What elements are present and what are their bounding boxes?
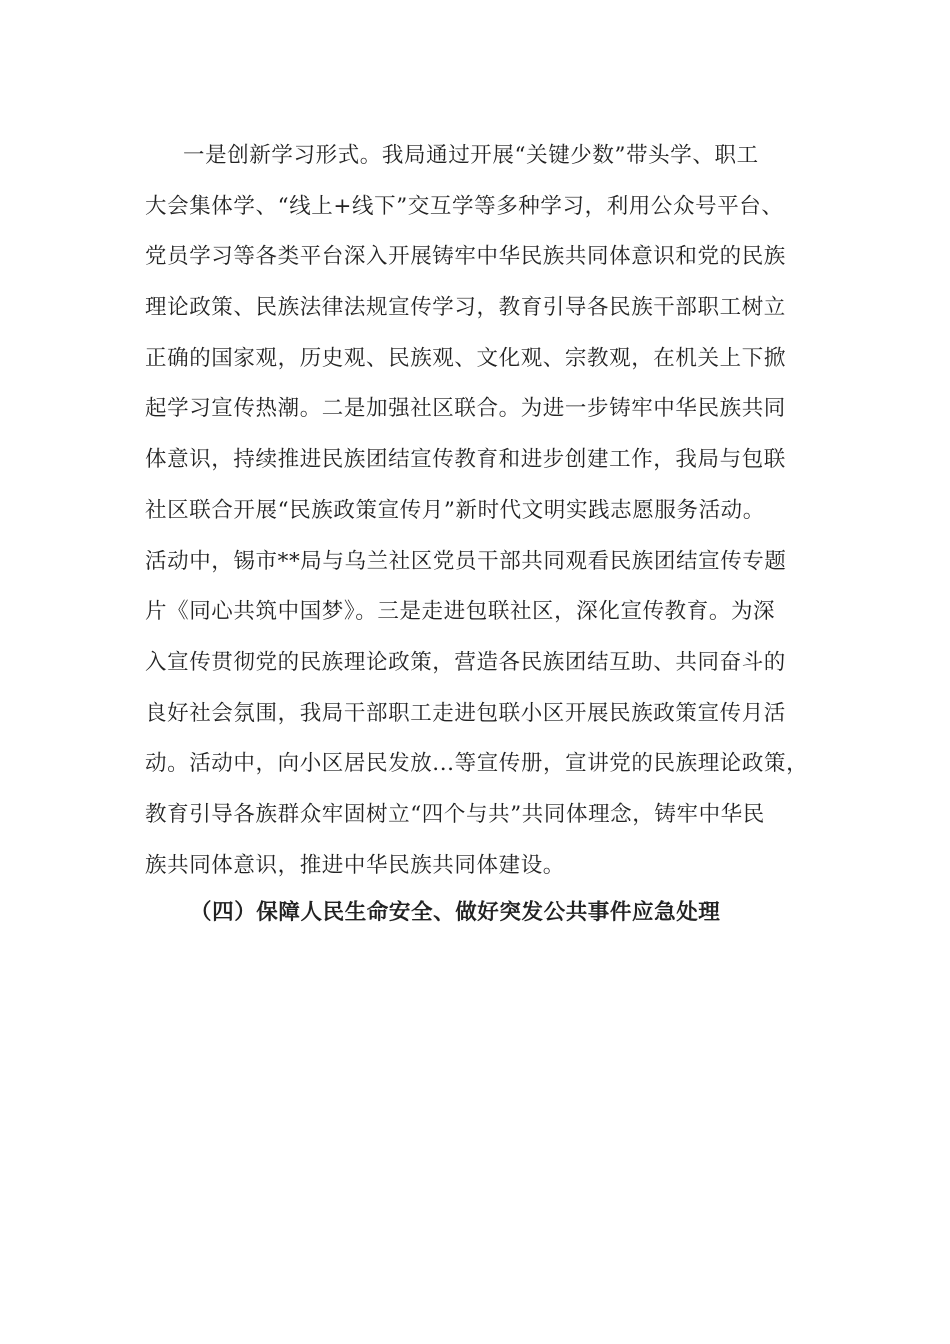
paragraph-line: 理论政策、民族法律法规宣传学习，教育引导各民族干部职工树立 bbox=[145, 295, 786, 321]
paragraph-line: 动。活动中，向小区居民发放...等宣传册，宣讲党的民族理论政策， bbox=[145, 751, 809, 777]
paragraph-line: 体意识，持续推进民族团结宣传教育和进步创建工作，我局与包联 bbox=[145, 447, 786, 473]
paragraph-line: 良好社会氛围，我局干部职工走进包联小区开展民族政策宣传月活 bbox=[145, 700, 786, 726]
body-paragraph bbox=[145, 131, 825, 891]
paragraph-line: 入宣传贯彻党的民族理论政策，营造各民族团结互助、共同奋斗的 bbox=[145, 649, 786, 675]
paragraph-line: 党员学习等各类平台深入开展铸牢中华民族共同体意识和党的民族 bbox=[145, 244, 786, 270]
paragraph-line: 片《同心共筑中国梦》。三是走进包联社区，深化宣传教育。为深 bbox=[145, 599, 776, 625]
paragraph-line: 社区联合开展“民族政策宣传月”新时代文明实践志愿服务活动。 bbox=[145, 497, 765, 523]
paragraph-line: 一是创新学习形式。我局通过开展“关键少数”带头学、职工 bbox=[183, 143, 759, 168]
paragraph-line: 教育引导各族群众牢固树立“四个与共”共同体理念，铸牢中华民 bbox=[145, 801, 765, 827]
paragraph-line: 起学习宣传热潮。二是加强社区联合。为进一步铸牢中华民族共同 bbox=[145, 396, 786, 422]
section-heading: （四）保障人民生命安全、做好突发公共事件应急处理 bbox=[190, 900, 721, 925]
paragraph-line: 活动中，锡市**局与乌兰社区党员干部共同观看民族团结宣传专题 bbox=[145, 548, 787, 574]
paragraph-line: 正确的国家观，历史观、民族观、文化观、宗教观，在机关上下掀 bbox=[145, 345, 786, 371]
paragraph-line: 族共同体意识，推进中华民族共同体建设。 bbox=[145, 852, 565, 878]
paragraph-line: 大会集体学、“线上+线下”交互学等多种学习，利用公众号平台、 bbox=[145, 193, 784, 219]
